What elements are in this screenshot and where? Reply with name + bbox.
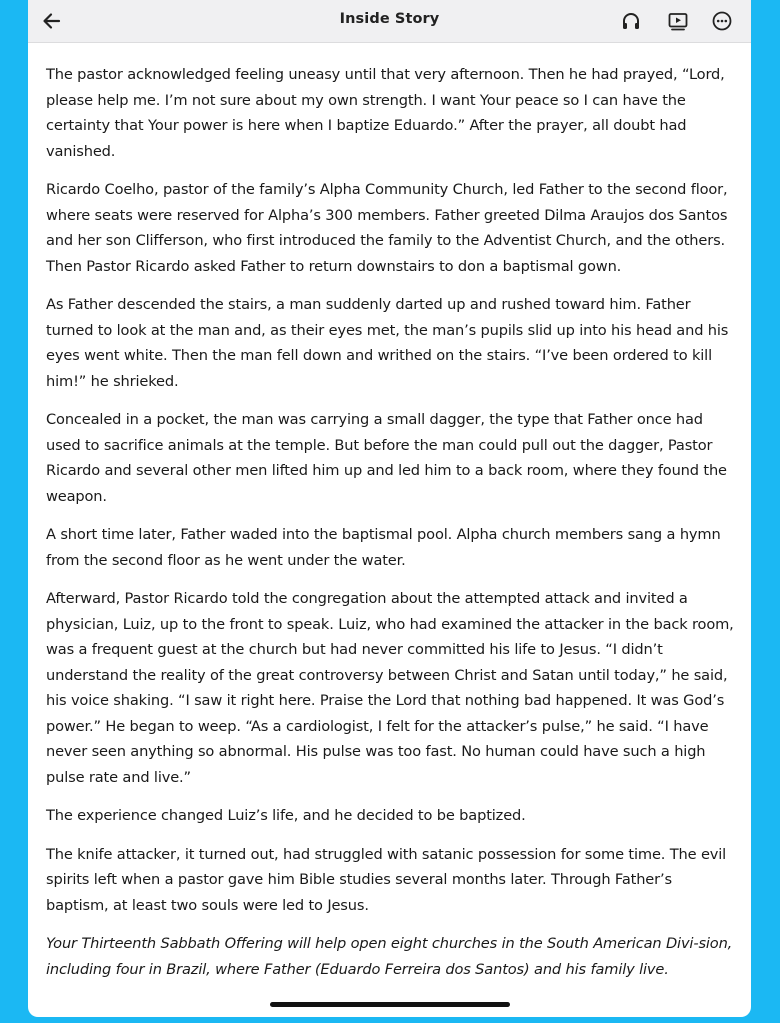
more-options-icon (710, 9, 734, 33)
page-title: Inside Story (339, 11, 440, 27)
article-paragraph: Ricardo Coelho, pastor of the family’s Alpha Community Church, led Father to the second floor, where seats were reserved for Alpha’s 300 members. Father greeted Dilma Araujos dos Santos and her son Clifferson, who first introduced the family to the Adventist Church, and the others. Then Pastor Ricardo asked Father to return downstairs to don a baptismal gown. (46, 181, 728, 275)
top-toolbar (28, 0, 751, 43)
more-button[interactable] (710, 9, 734, 33)
reader-screen (28, 0, 751, 1017)
article-paragraph: As Father descended the stairs, a man suddenly darted up and rushed toward him. Father turned to look at the man and, as their eyes met, the man’s pupils slid up into his head and his eyes went white. Then the man fell down and writhed on the stairs. “I’ve been ordered to kill him!” he shrieked. (46, 296, 729, 390)
offering-note: Your Thirteenth Sabbath Offering will help open eight churches in the South American Divi-sion, including four in Brazil, where Father (Eduardo Ferreira dos Santos) and his family live. (46, 935, 733, 978)
article-paragraph: The experience changed Luiz’s life, and he decided to be baptized. (46, 807, 526, 824)
audio-button[interactable] (619, 9, 643, 33)
home-indicator[interactable] (270, 1002, 510, 1007)
article-paragraph: The knife attacker, it turned out, had struggled with satanic possession for some time. The evil spirits left when a pastor gave him Bible studies several months later. Through Father’s baptism, at least two souls were led to Jesus. (46, 845, 727, 914)
article-paragraph: The pastor acknowledged feeling uneasy until that very afternoon. Then he had prayed, “Lord, please help me. I’m not sure about my own strength. I want Your peace so I can have the certainty that Your power is here when I baptize Eduardo.” After the prayer, all doubt had vanished. (46, 66, 725, 160)
video-button[interactable] (666, 9, 690, 33)
play-video-icon (666, 9, 690, 33)
article-paragraph: A short time later, Father waded into the baptismal pool. Alpha church members sang a hymn from the second floor as he went under the water. (46, 526, 721, 569)
article-paragraph: Afterward, Pastor Ricardo told the congregation about the attempted attack and invited a physician, Luiz, up to the front to speak. Luiz, who had examined the attacker in the back room, was a frequent guest at the church but had never committed his life to Jesus. “I didn’t understand the reality of the great controversy between Christ and Satan until today,” he said, his voice shaking. “I saw it right here. Praise the Lord that nothing bad happened. It was God’s power.” He began to weep. “As a cardiologist, I felt for the attacker’s pulse,” he said. “I have never seen anything so abnormal. His pulse was too fast. No human could have such a high pulse rate and live.” (46, 590, 734, 786)
article-body (46, 62, 736, 995)
article-paragraph: Concealed in a pocket, the man was carrying a small dagger, the type that Father once had used to sacrifice animals at the temple. But before the man could pull out the dagger, Pastor Ricardo and several other men lifted him up and led him to a back room, where they found the weapon. (46, 411, 727, 505)
headphones-icon (619, 9, 643, 33)
